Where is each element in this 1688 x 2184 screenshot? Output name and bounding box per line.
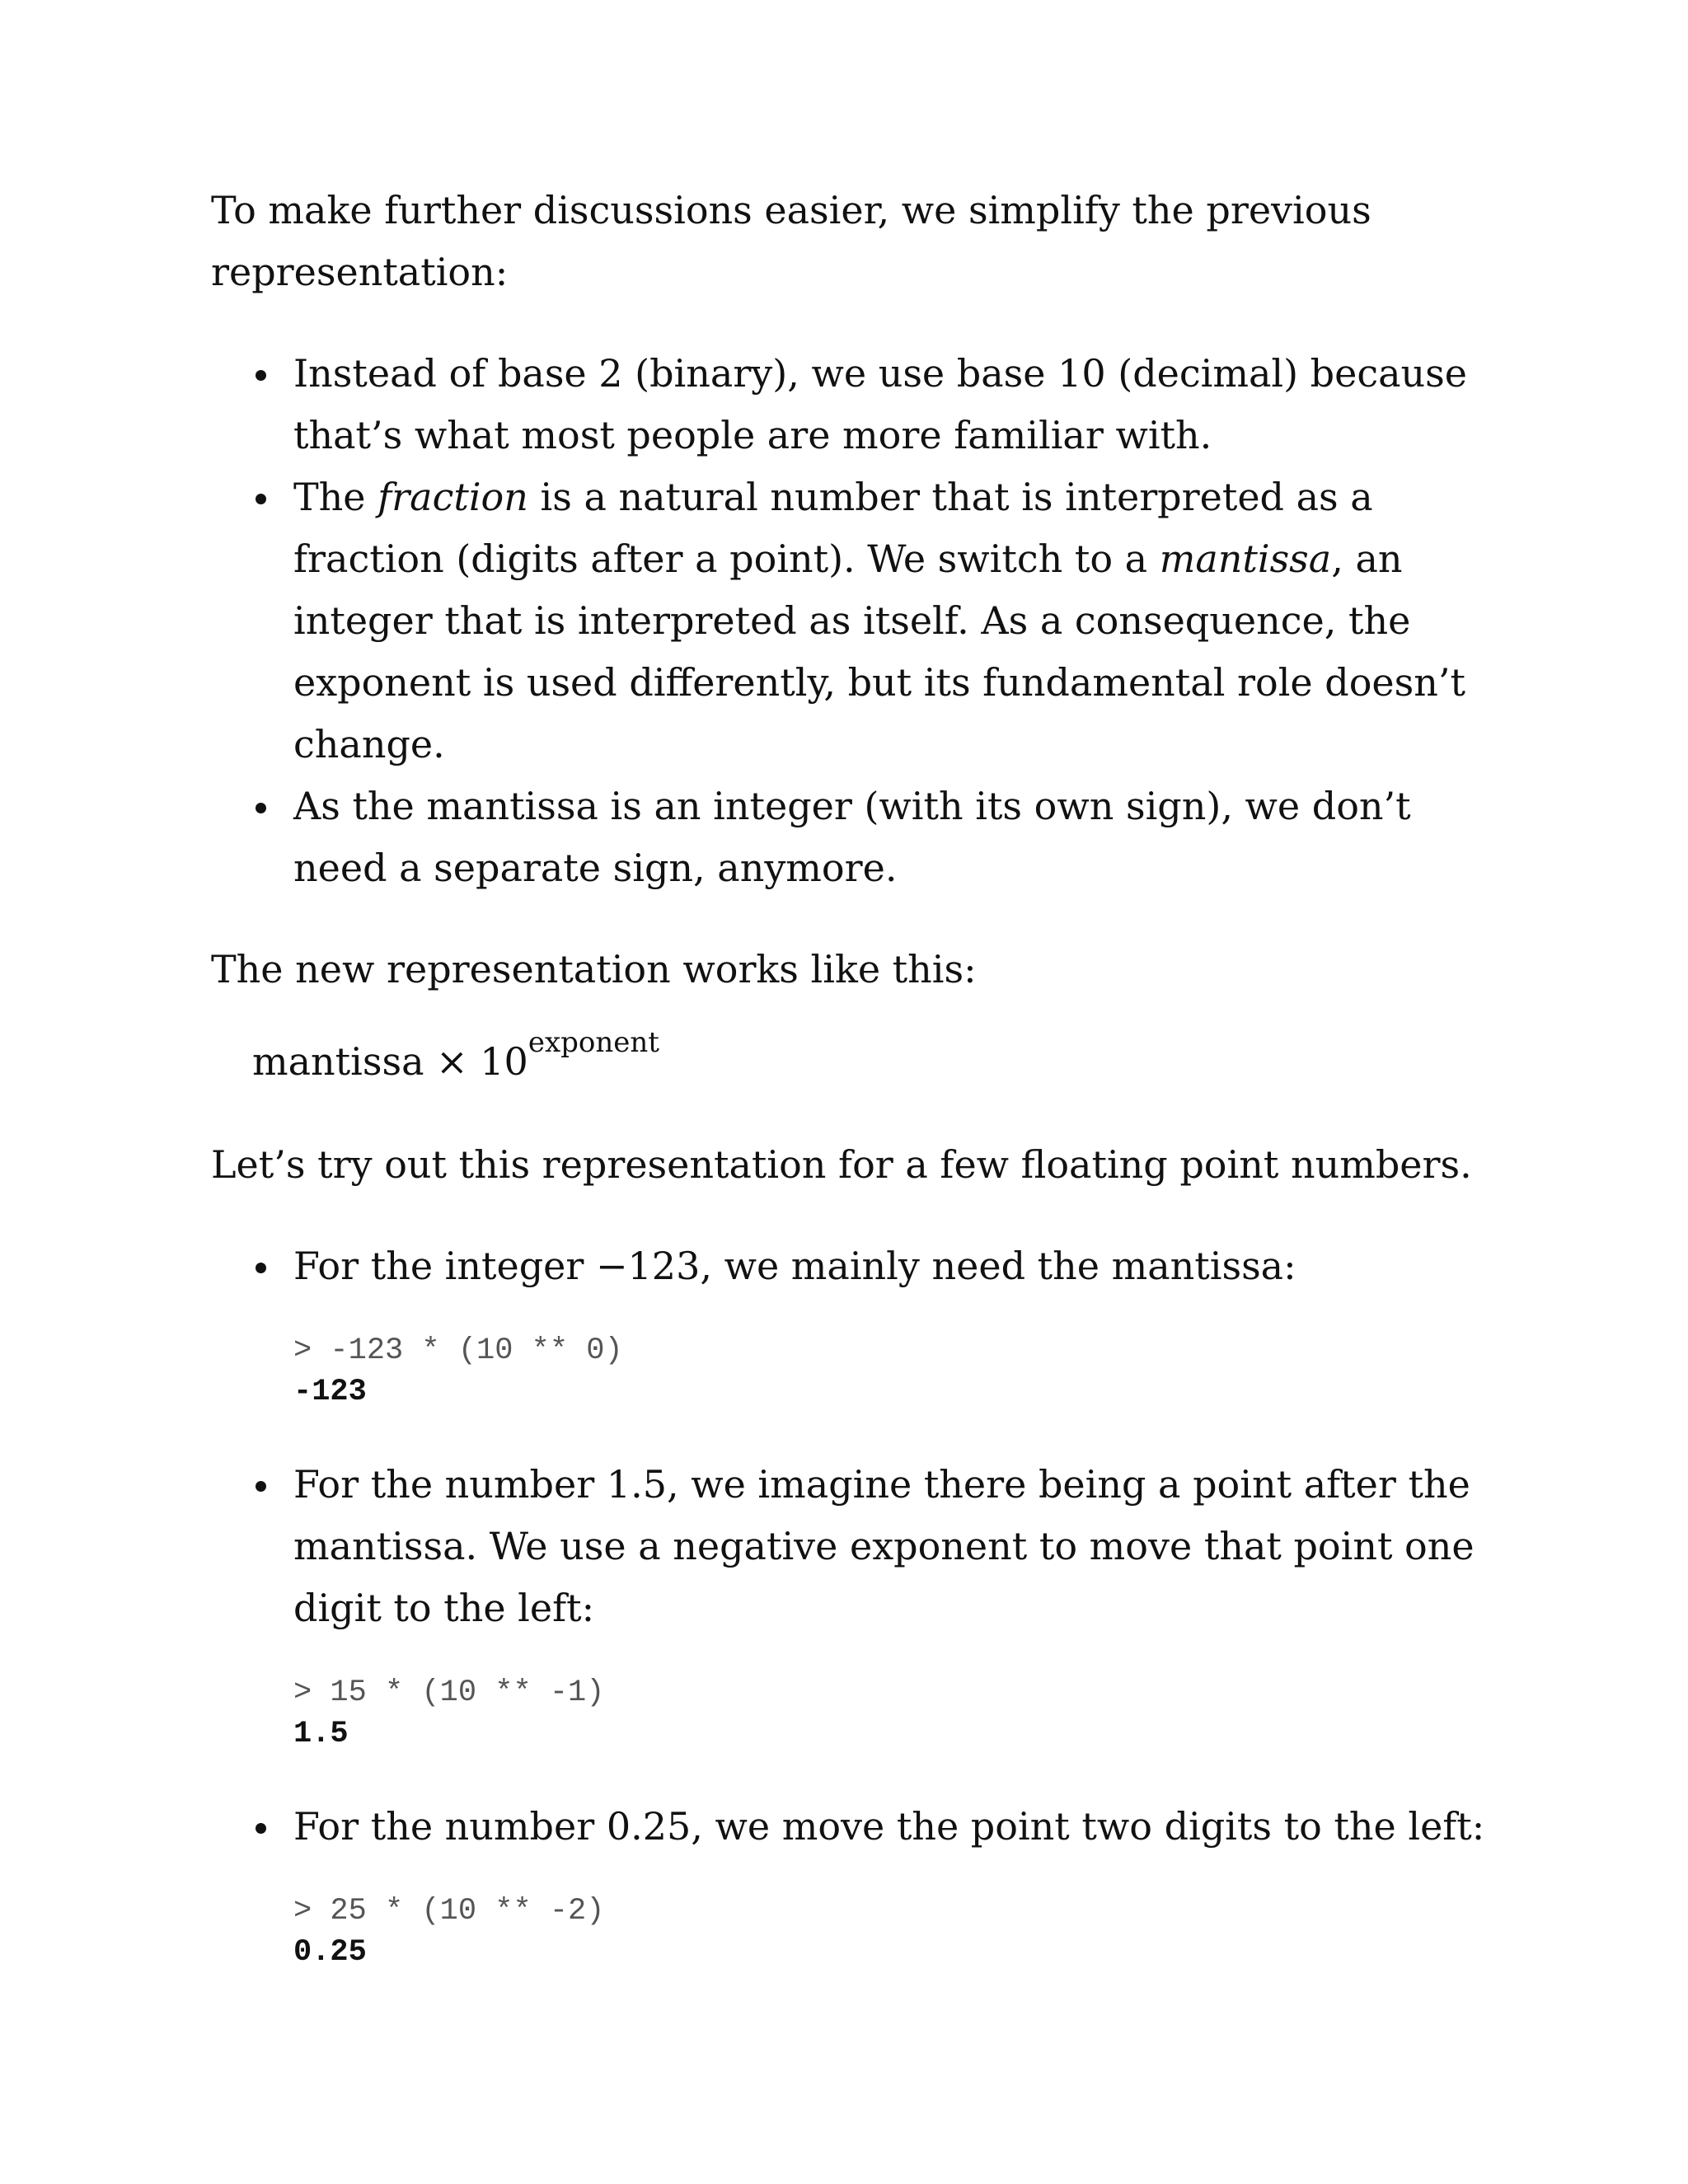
new-representation-paragraph: The new representation works like this: (211, 947, 977, 991)
list-item-text-tail: , an integer that is interpreted as itself. As a consequence, the exponent is used differently, but its fundamental role doesn’t change. (293, 537, 1465, 766)
emphasis-mantissa: mantissa (1159, 537, 1332, 581)
list-item (211, 466, 1497, 776)
example-list (211, 1796, 1497, 1858)
formula (211, 1026, 1497, 1093)
list-item-text-mid: is a natural number that is interpreted as a fraction (digits after a point). We switch to a (293, 475, 1373, 581)
list-item-text: For the number 1.5, we imagine there being a point after the mantissa. We use a negative exponent to move that point one digit to the left: (293, 1462, 1475, 1630)
document-page (211, 180, 1497, 1973)
list-item-text: For the integer −123, we mainly need the mantissa: (293, 1244, 1296, 1288)
code-output: 1.5 (293, 1717, 349, 1751)
list-item (211, 1454, 1497, 1639)
code-block (293, 1891, 1497, 1973)
tryout-paragraph: Let’s try out this representation for a few floating point numbers. (211, 1142, 1472, 1187)
list-item-text: As the mantissa is an integer (with its own sign), we don’t need a separate sign, anymore. (293, 784, 1411, 890)
bullet-icon (256, 1263, 266, 1273)
code-block (293, 1672, 1497, 1755)
formula-exponent: exponent (528, 1026, 659, 1059)
code-input: > 15 * (10 ** -1) (293, 1675, 605, 1710)
bullet-icon (256, 1481, 266, 1492)
list-item (211, 343, 1497, 466)
intro-paragraph: To make further discussions easier, we simplify the previous representation: (211, 188, 1372, 294)
bullet-icon (256, 370, 266, 381)
list-item-text-lead: The (293, 475, 378, 519)
code-input: > 25 * (10 ** -2) (293, 1894, 605, 1929)
emphasis-fraction: fraction (377, 475, 528, 519)
code-output: -123 (293, 1375, 367, 1409)
formula-base: mantissa × 10 (252, 1039, 528, 1084)
code-block (293, 1330, 1497, 1413)
bullet-icon (256, 494, 266, 504)
simplification-list (211, 343, 1497, 899)
bullet-icon (256, 803, 266, 813)
list-item (211, 1796, 1497, 1858)
list-item (211, 1235, 1497, 1297)
example-list (211, 1454, 1497, 1639)
list-item-text: For the number 0.25, we move the point two digits to the left: (293, 1804, 1485, 1849)
code-output: 0.25 (293, 1935, 367, 1970)
code-input: > -123 * (10 ** 0) (293, 1333, 623, 1368)
list-item (211, 776, 1497, 899)
list-item-text: Instead of base 2 (binary), we use base 10 (decimal) because that’s what most people are more familiar with. (293, 351, 1467, 457)
example-list (211, 1235, 1497, 1297)
bullet-icon (256, 1823, 266, 1834)
